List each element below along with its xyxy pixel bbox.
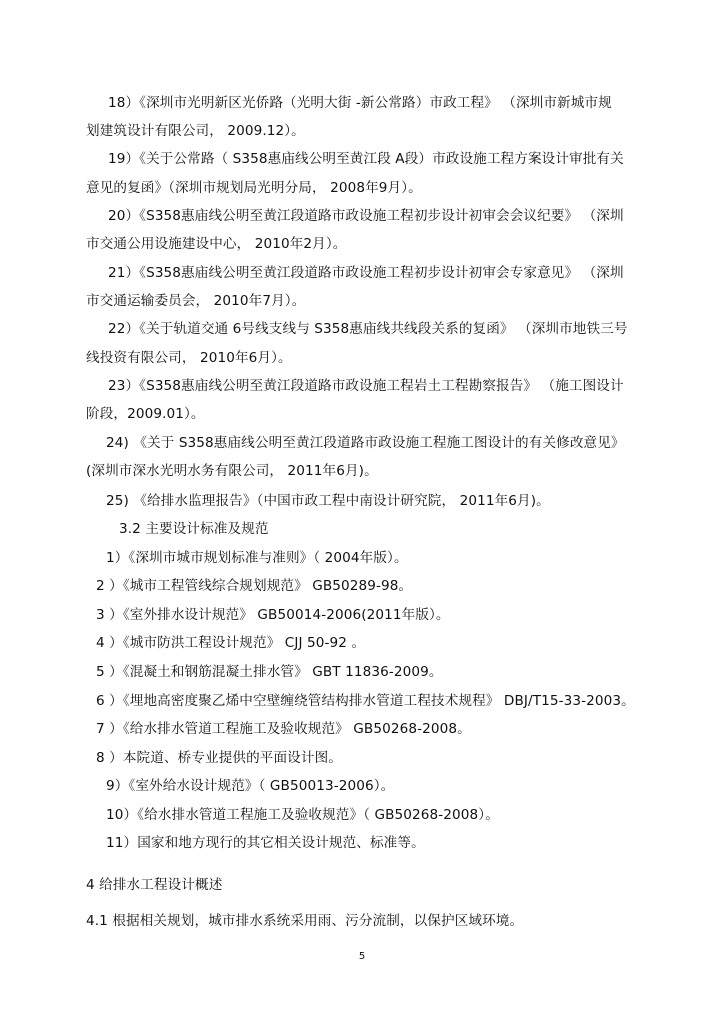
ref-24-line-1: 24) 《关于 S358惠庙线公明至黄江段道路市政设施工程施工图设计的有关修改意见》 (106, 435, 625, 451)
standard-5: 5 ）《混凝土和钢筋混凝土排水管》 GBT 11836-2009。 (96, 664, 443, 680)
ref-23-line-1: 23）《S358惠庙线公明至黄江段道路市政设施工程岩土工程勘察报告》 （施工图设计 (108, 378, 624, 394)
standard-8: 8 ）本院道、桥专业提供的平面设计图。 (96, 750, 342, 766)
ref-24-line-2: (深圳市深水光明水务有限公司， 2011年6月)。 (86, 463, 378, 479)
ref-21-line-1: 21）《S358惠庙线公明至黄江段道路市政设施工程初步设计初审会专家意见》 （深圳 (108, 265, 624, 281)
standard-1: 1）《深圳市城市规划标准与准则》（ 2004年版）。 (106, 550, 408, 566)
section-4-1-paragraph: 4.1 根据相关规划，城市排水系统采用雨、污分流制，以保护区域环境。 (86, 913, 524, 929)
ref-19-line-2: 意见的复函》（深圳市规划局光明分局， 2008年9月）。 (86, 180, 422, 196)
ref-22-line-2: 线投资有限公司， 2010年6月）。 (86, 350, 292, 366)
standard-7: 7 ）《给水排水管道工程施工及验收规范》 GB50268-2008。 (96, 721, 471, 737)
section-3-2-heading: 3.2 主要设计标准及规范 (119, 521, 269, 537)
standard-9: 9）《室外给水设计规范》（ GB50013-2006）。 (106, 778, 395, 794)
page-number: 5 (358, 951, 366, 962)
standard-10: 10）《给水排水管道工程施工及验收规范》（ GB50268-2008）。 (106, 807, 499, 823)
ref-22-line-1: 22）《关于轨道交通 6号线支线与 S358惠庙线共线段关系的复函》 （深圳市地铁三号 (108, 321, 628, 337)
standard-2: 2 ）《城市工程管线综合规划规范》 GB50289-98。 (96, 578, 413, 594)
ref-18-line-1: 18）《深圳市光明新区光侨路（光明大街 -新公常路）市政工程》 （深圳市新城市规 (108, 95, 612, 111)
standard-3: 3 ）《室外排水设计规范》 GB50014-2006(2011年版）。 (96, 607, 450, 623)
ref-18-line-2: 划建筑设计有限公司， 2009.12）。 (86, 123, 305, 139)
ref-21-line-2: 市交通运输委员会， 2010年7月）。 (86, 293, 306, 309)
ref-20-line-2: 市交通公用设施建设中心， 2010年2月）。 (86, 236, 347, 252)
ref-20-line-1: 20）《S358惠庙线公明至黄江段道路市政设施工程初步设计初审会会议纪要》 （深圳 (108, 208, 624, 224)
standard-4: 4 ）《城市防洪工程设计规范》 CJJ 50-92 。 (96, 635, 366, 651)
standard-11: 11）国家和地方现行的其它相关设计规范、标准等。 (106, 835, 425, 851)
ref-25-line: 25) 《给排水监理报告》（中国市政工程中南设计研究院， 2011年6月)。 (106, 493, 550, 509)
standard-6: 6 ）《埋地高密度聚乙烯中空壁缠绕管结构排水管道工程技术规程》 DBJ/T15-33-2003。 (96, 693, 635, 709)
section-4-heading: 4 给排水工程设计概述 (86, 877, 223, 893)
ref-23-line-2: 阶段，2009.01）。 (86, 406, 205, 422)
ref-19-line-1: 19）《关于公常路（ S358惠庙线公明至黄江段 A段）市政设施工程方案设计审批有关 (108, 151, 624, 167)
